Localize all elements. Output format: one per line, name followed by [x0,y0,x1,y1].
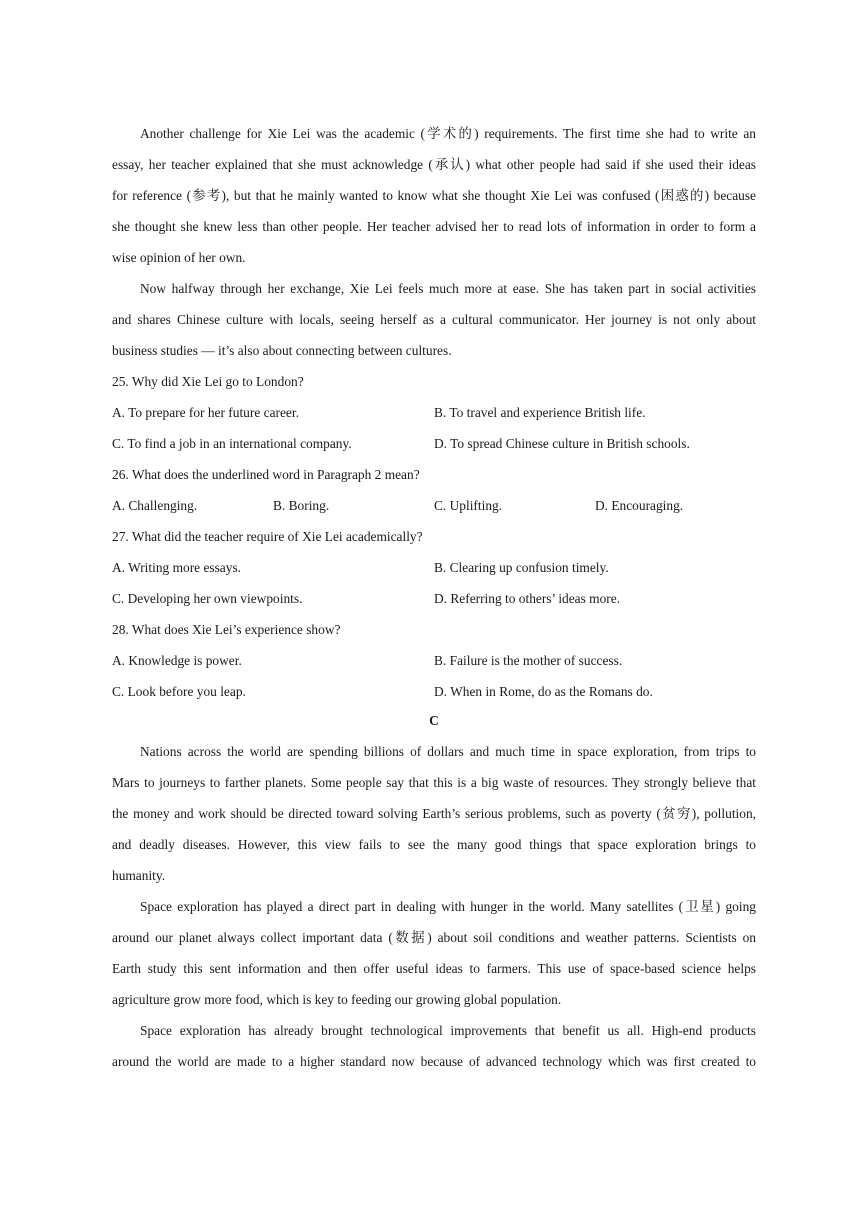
text-line: essay, her teacher explained that she must acknowledge (承认) what other people had said if she used their ideas [112,157,756,172]
text-line: and deadly diseases. However, this view fails to see the many good things that space exploration brings to [112,837,756,852]
option-c: C. Developing her own viewpoints. [112,591,303,606]
question-stem: 26. What does the underlined word in Paragraph 2 mean? [112,467,420,482]
option-d: D. When in Rome, do as the Romans do. [434,684,653,699]
text-line: humanity. [112,868,166,883]
option-a: A. Challenging. [112,498,198,513]
text-line: around our planet always collect important data (数据) about soil conditions and weather patterns. Scientists on [112,930,756,945]
text-line: Another challenge for Xie Lei was the academic (学术的) requirements. The first time she had to write an [140,126,756,141]
text-line: she thought she knew less than other people. Her teacher advised her to read lots of information in order to form a [112,219,756,234]
option-b: B. To travel and experience British life. [434,405,646,420]
option-c: C. Look before you leap. [112,684,246,699]
option-b: B. Failure is the mother of success. [434,653,623,668]
option-d: D. Encouraging. [595,498,684,513]
text-line: the money and work should be directed toward solving Earth’s serious problems, such as poverty (贫穷), pollution, [112,806,756,821]
text-line: Mars to journeys to farther planets. Some people say that this is a big waste of resources. They strongly believe that [112,775,756,790]
option-b: B. Boring. [273,498,330,513]
text-line: business studies — it’s also about connecting between cultures. [112,343,452,358]
option-b: B. Clearing up confusion timely. [434,560,609,575]
text-line: Space exploration has played a direct part in dealing with hunger in the world. Many satellites (卫星) going [140,899,756,914]
option-c: C. Uplifting. [434,498,503,513]
option-a: A. To prepare for her future career. [112,405,299,420]
text-line: Nations across the world are spending billions of dollars and much time in space exploration, from trips to [140,744,756,759]
question-stem: 25. Why did Xie Lei go to London? [112,374,304,389]
option-a: A. Writing more essays. [112,560,242,575]
option-d: D. To spread Chinese culture in British schools. [434,436,690,451]
option-a: A. Knowledge is power. [112,653,242,668]
text-line: for reference (参考), but that he mainly wanted to know what she thought Xie Lei was confused (困惑的) because [112,188,756,203]
text-line: wise opinion of her own. [112,250,246,265]
option-d: D. Referring to others’ ideas more. [434,591,621,606]
text-line: and shares Chinese culture with locals, seeing herself as a cultural communicator. Her journey is not only about [112,312,756,327]
section-heading: C [429,713,439,728]
text-line: Now halfway through her exchange, Xie Lei feels much more at ease. She has taken part in social activities [140,281,756,296]
text-line: agriculture grow more food, which is key to feeding our growing global population. [112,992,562,1007]
option-c: C. To find a job in an international company. [112,436,352,451]
question-stem: 28. What does Xie Lei’s experience show? [112,622,341,637]
text-line: around the world are made to a higher standard now because of advanced technology which was first created to [112,1054,756,1069]
text-line: Space exploration has already brought technological improvements that benefit us all. High-end products [140,1023,756,1038]
question-stem: 27. What did the teacher require of Xie Lei academically? [112,529,423,544]
text-line: Earth study this sent information and then offer useful ideas to farmers. This use of space-based science helps [112,961,756,976]
